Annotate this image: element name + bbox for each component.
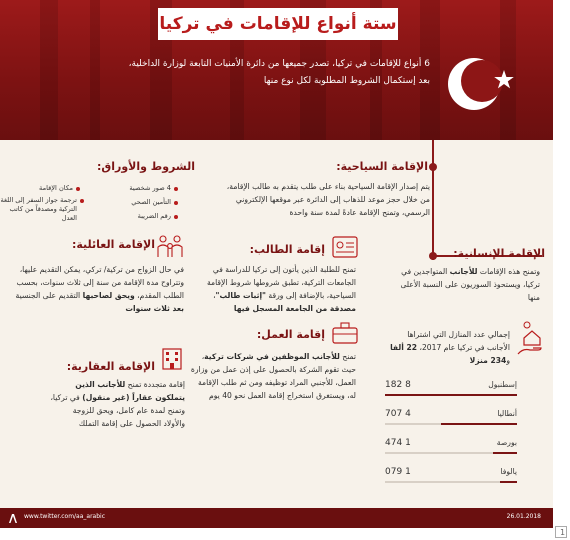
bar-category-label: يالوفا xyxy=(500,467,517,476)
student-title: إقامة الطالب: xyxy=(249,243,325,256)
humanitarian-text: وتمنح هذه الإقامات للأجانب المتواجدين في تركيا، ويستحوذ السوريون على النسبة الأعلى منها xyxy=(400,267,540,302)
bar-category-label: إسطنبول xyxy=(488,380,517,389)
bar-row xyxy=(385,380,517,400)
bar-value-label: 1 474 xyxy=(385,438,411,448)
briefcase-icon xyxy=(332,322,358,344)
footer-date: 26.01.2018 xyxy=(506,513,541,520)
header-banner xyxy=(0,0,553,140)
student-text: تمنح للطلبة الذين يأتون إلى تركيا للدراسة في الجامعات التركية، تطبق شروطها شروط الإقامة السياحية، بالإضافة إلى ورقة "إثبات طالب"، مصدقة من الجامعة المسجل فيها xyxy=(206,265,356,313)
passport-icon xyxy=(332,236,358,258)
tourist-title: الإقامة السياحية: xyxy=(336,160,428,173)
page-number: 1 xyxy=(560,528,566,537)
footer xyxy=(0,508,553,528)
bar xyxy=(500,481,517,483)
real-estate-title: الإقامة العقارية: xyxy=(66,360,155,373)
tourist-text: يتم إصدار الإقامة السياحية بناء على طلب يتقدم به طالب الإقامة، من خلال حجز موعد للذهاب إلى الدائرة عبر موقعها الإلكتروني الرسمي، وتمنح الإقامة عادةً لمدة سنة واحدة xyxy=(226,182,430,217)
bar-value-label: 8 182 xyxy=(385,380,411,390)
condition-item: التأمين الصحي xyxy=(131,198,171,206)
bar xyxy=(441,423,517,425)
bar-row xyxy=(385,438,517,458)
family-title: الإقامة العائلية: xyxy=(71,238,155,251)
timeline-dot xyxy=(429,252,437,260)
timeline-dot xyxy=(429,163,437,171)
ornament-icon xyxy=(522,320,532,330)
real-estate-text: إقامة متجددة تمنح للأجانب الذين يتملكون عقاراً (غير منقول) في تركيا، وتمنح لمدة عام كامل، ويحق للزوجة والأولاد الحصول على إقامة التملك xyxy=(50,380,185,428)
intro-text: 6 أنواع للإقامات في تركيا، تصدر جميعها من دائرة الأمنيات التابعة لوزارة الداخلية، بعد إستكمال الشروط المطلوبة لكل نوع منها xyxy=(128,59,430,86)
conditions-title: الشروط والأوراق: xyxy=(96,160,195,173)
page-title: ستة أنواع للإقامات في تركيا xyxy=(159,14,397,34)
bar-row xyxy=(385,409,517,429)
condition-item: رقم الضريبة xyxy=(137,212,171,220)
stats-text: إجمالي عدد المنازل التي اشتراها الأجانب في تركيا عام 2017، 22 ألفا و234 منزلا xyxy=(390,330,510,365)
aa-logo-icon xyxy=(8,512,20,524)
family-icon xyxy=(156,234,184,258)
condition-item: 4 صور شخصية xyxy=(129,184,171,192)
bar-row xyxy=(385,467,517,487)
family-text: في حال الزواج من تركية/ تركي، يمكن التقديم عليها، وتتراوح مدة الإقامة من سنة إلى ثلاث سنوات، بحسب الطلب المقدم، ويحق لصاحبها التقديم على الجنسية بعد ثلاث سنوات xyxy=(15,265,184,313)
work-text: تمنح للأجانب الموظفين في شركات تركية، حيث تقوم الشركة بالحصول على إذن عمل من وزارة العمل، للأجنبي المراد توظيفه ومن ثم طلب الإقامة له، ويستغرق استخراج إقامة العمل نحو 40 يوم xyxy=(190,352,356,400)
condition-item: ترجمة جواز السفر إلى اللغة التركية ومصدقاً من كاتب العدل xyxy=(0,196,77,223)
bar xyxy=(493,452,517,454)
work-title: إقامة العمل: xyxy=(256,328,325,341)
humanitarian-title: الإقامة الإنسانية: xyxy=(453,247,545,260)
footer-url[interactable]: www.twitter.com/aa_arabic xyxy=(24,513,106,520)
bar xyxy=(385,394,517,396)
crescent-star-icon xyxy=(440,48,520,118)
condition-item: مكان الإقامة xyxy=(39,184,73,192)
title-banner xyxy=(158,8,398,40)
bar-category-label: أنطاليا xyxy=(497,409,517,418)
bar-track xyxy=(385,481,517,483)
timeline-vertical xyxy=(432,140,434,260)
bar-value-label: 4 707 xyxy=(385,409,411,419)
building-icon xyxy=(160,346,184,370)
bar-value-label: 1 079 xyxy=(385,467,411,477)
house-hand-icon xyxy=(516,326,548,358)
bar-category-label: بورصة xyxy=(496,438,517,447)
